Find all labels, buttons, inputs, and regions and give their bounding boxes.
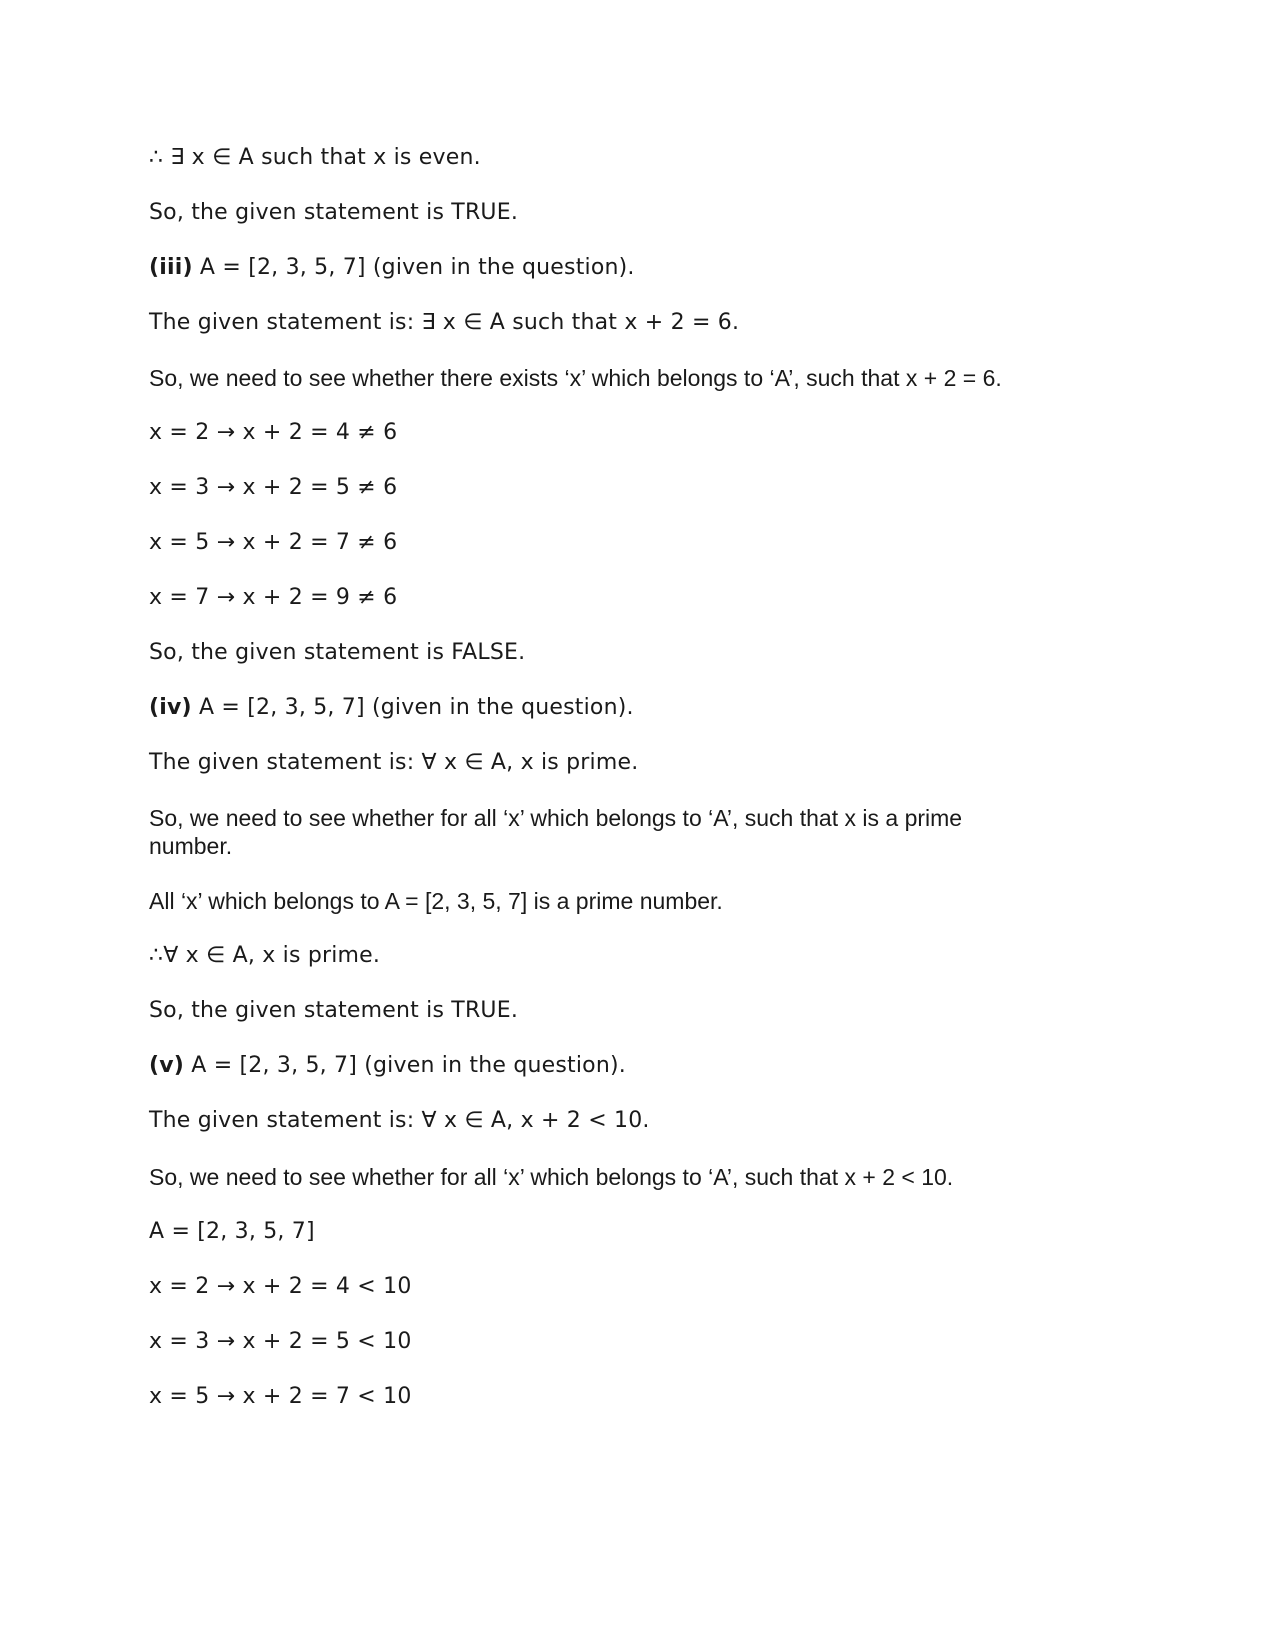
text-line: All ‘x’ which belongs to A = [2, 3, 5, 7] is a prime number. bbox=[149, 888, 723, 914]
text-line: So, the given statement is TRUE. bbox=[149, 998, 519, 1023]
part-label: (iv) bbox=[149, 695, 192, 720]
text-line: The given statement is: ∀ x ∈ A, x is prime. bbox=[149, 750, 639, 775]
text-line: So, the given statement is TRUE. bbox=[149, 200, 519, 225]
text-line: A = [2, 3, 5, 7] bbox=[149, 1219, 315, 1244]
text-line: So, the given statement is FALSE. bbox=[149, 640, 526, 665]
text-line: x = 5 → x + 2 = 7 < 10 bbox=[149, 1384, 412, 1409]
text-line bbox=[149, 1052, 1149, 1080]
text-line: ∴ ∃ x ∈ A such that x is even. bbox=[149, 145, 481, 170]
text-line: The given statement is: ∀ x ∈ A, x + 2 < 10. bbox=[149, 1108, 650, 1133]
text-line: So, we need to see whether there exists ‘x’ which belongs to ‘A’, such that x + 2 = 6. bbox=[149, 365, 1002, 391]
text-line-content: A = [2, 3, 5, 7] (given in the question). bbox=[191, 695, 634, 720]
text-line: The given statement is: ∃ x ∈ A such that x + 2 = 6. bbox=[149, 310, 740, 335]
part-label: (v) bbox=[149, 1053, 185, 1078]
text-line: ∴∀ x ∈ A, x is prime. bbox=[149, 943, 381, 968]
text-line: x = 7 → x + 2 = 9 ≠ 6 bbox=[149, 585, 398, 610]
text-line-content: A = [2, 3, 5, 7] (given in the question). bbox=[192, 255, 635, 280]
text-line: x = 2 → x + 2 = 4 ≠ 6 bbox=[149, 420, 398, 445]
text-line: x = 2 → x + 2 = 4 < 10 bbox=[149, 1274, 412, 1299]
part-label: (iii) bbox=[149, 255, 193, 280]
text-line-content: A = [2, 3, 5, 7] (given in the question). bbox=[184, 1053, 626, 1078]
text-line: x = 5 → x + 2 = 7 ≠ 6 bbox=[149, 530, 398, 555]
text-line: So, we need to see whether for all ‘x’ which belongs to ‘A’, such that x + 2 < 10. bbox=[149, 1164, 954, 1190]
text-line: x = 3 → x + 2 = 5 < 10 bbox=[149, 1329, 412, 1354]
text-line: x = 3 → x + 2 = 5 ≠ 6 bbox=[149, 475, 398, 500]
text-line bbox=[149, 254, 1149, 282]
text-line bbox=[149, 694, 1149, 722]
text-line: So, we need to see whether for all ‘x’ which belongs to ‘A’, such that x is a prime number. bbox=[149, 805, 963, 859]
